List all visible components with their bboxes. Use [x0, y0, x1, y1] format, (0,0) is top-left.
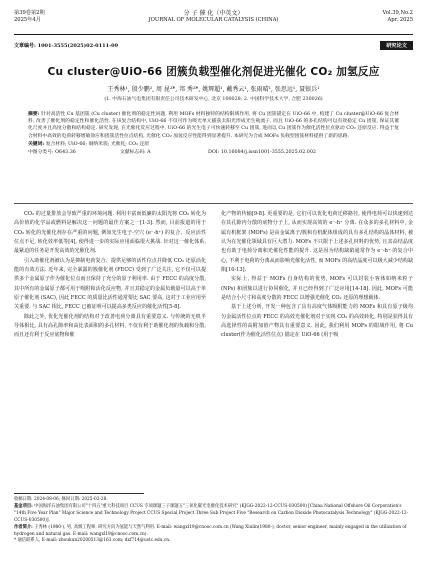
body-paragraph: 实际上, 得益于 MOFs 自身结构的优势, MOFs 可以封装小客体如纳米粒子 (NPs) 和团簇以进行协同催化, 并且已经得到了广泛应用[14-18]. 因此, MOFs 可能是结合小尺寸和高度分散的 FECC 以增强光催化 CO₂ 还原的理想载体. [221, 276, 413, 302]
footnote-rule [14, 493, 144, 494]
clc-number: 中图分类号: O643.36 [28, 150, 76, 156]
header-rule [14, 34, 413, 35]
volume-number-en: Vol.39,No.2 [382, 10, 413, 16]
keywords-text: 复合材料; UiO-66; 铜纳米簇; 光催化; CO₂ 还原 [45, 141, 150, 147]
body-paragraph: 除此之外, 优化光催化剂的结构对于改善电荷分离具有重要意义. 与传统的无机半导体相比, 具有高孔隙率和高比表面积的多孔材料, 不仅有利于助催化剂的负载和分散, 而且还有利于反应底物和催 [14, 313, 206, 339]
affiliation: (1. 中海石油气电集团有限责任公司技术研发中心, 北京 100028; 2. 中国科学技术大学, 合肥 230026) [104, 97, 323, 102]
issue-date-en: Apr. 2025 [387, 17, 413, 23]
fund-text: 中国海洋石油集团有限公司"十四五"重大科技项目 CCUS 专项课题三子课题五"三氧化碳光电催化技术研究" (KJGG-2022-12-CCUS-030500) [China National Offshore Oil Corporation's "14th Five Year Plan" Major Science and Technology Project CCUS Special Project Three Sub Project Five "Research on Carbon Dioxide Photocatalysis Technology" (KJGG-2022-12-CCUS-030500)]. [14, 503, 409, 523]
body-paragraph: CO₂ 的过量排放会导致严重的环境问题. 利用丰富而低廉的太阳光将 CO₂ 转化为高价值的化学品或燃料是解决这一问题的最佳方案之一[1-3]. 然而, 目前报道的用于 CO₂ 转化的光催化剂存在严重的问题, 例如光生电子-空穴 (e⁻-h⁺) 的复合、反应活性位点不足, 转化效率低等[4], 使得进一步的实际应用面临很大挑战. 针对这一催化体系, 最紧迫的任务是开发高效的光催化剂. [14, 211, 206, 255]
corresponding-author: * 通信联系人, E-mail: zhoukun20200513@163.com; dxf714@ustc.edu.cn. [14, 538, 171, 544]
section-tag: 研究论文 [380, 41, 413, 50]
journal-volume-info [383, 10, 413, 24]
bio-text: 王秀林 (1980-), 男, 高级工程师, 研究方向为氢能与天然气利用. E-mail: wangxl19@cnooc.com.cn (Wang Xiulin(1980-), doctor, senior engineer, mainly engaged in the utilization of hydrogen and natural gas. E-mail: wangxl19@cnooc.com.cn). [14, 524, 407, 537]
body-paragraph: 基于上述分析, 开发一种包含了具有高度气体吸附能力的 MOFs 和具有原子级均匀金属活性位点的 FECC 的高效光催化剂对于实现 CO₂ 的高效转化, 特别是获得具有高选择性的高附加值产物具有重要意义. 因此, 我们利用 MOFs 的限域作用, 将 Cu cluster(作为催化活性位点) 锚定在 UiO-66 (用于吸 [221, 304, 413, 339]
article-meta-row [14, 41, 413, 50]
classification-row [28, 149, 399, 157]
journal-name-en: JOURNAL OF MOLECULAR CATALYSIS (CHINA) [148, 17, 279, 23]
body-paragraph: 化产物的传输[9-8]. 更重要的是, 它们可以优化电荷迁移路径, 使得电荷可以快速到达在其孔隙内分散的底物分子上, 从而实现高效的 e⁻-h⁺ 分离. 在众多的多孔材料中, 金属有机框架 (MOFs) 是由金属离子/簇和有机配体组成的具有多孔结构的晶体材料, 被认为在光催化领域具有巨大潜力. MOFs 不只限于上述多孔材料的优势, 且其高结晶度也有助于电荷分离和光催化性能的提升. 这是因为结构缺陷通常作为 e⁻-h⁺ 的复合中心, 不利于电荷的分离从而影响光催化活性, 而 MOFs 的高结晶度可以极大减少结构缺陷[10-13]. [221, 211, 413, 274]
footnotes [14, 497, 413, 545]
keywords-label: 关键词: [28, 140, 45, 147]
abstract-text: 针对高活性 Cu 基团簇 (Cu cluster) 催化剂的稳定性问题, 利用 MOFs 材料独特的结构限域作用, 将 Cu 团簇锚定在 UiO-66 中, 构建了 Cu cluster@UiO-66 复合材料, 改善了催化剂的稳定性和催化活性. 在该复合结构中, UiO-66 不仅可作为吸光单元捕获太阳光形成光生载流子, 而且 UiO-66 的多孔结构可以有效稳定 Cu 团簇, 保证其催化尺度并且高度分散和结构稳定. 研究发现, 在光催化反应过程中, UiO-66 的光生电子可快速转移至 Cu 团簇, 进而以 Cu 团簇作为催化活性位点驱动 CO₂ 还原反应. 得益于复合材料中高效的电荷转移增敏效应和团簇活性位点结构, 光催化 CO₂ 加氢反应性能得到显著提升. 本研究为合成 MOFs 负载型团簇材料提供了新的思路. [28, 112, 399, 139]
author-list: 王秀林¹, 殷少鹏², 周 昆²*, 邦 秀²*, 姚辉超¹, 戴秀云¹, 张雨晴¹, 张思远¹, 聂银兵¹ [107, 86, 320, 93]
journal-name-cn: 分 子 催 化（中英文） [183, 10, 244, 17]
received-date: 收稿日期: 2024-08-06; 修回日期: 2025-02-28. [14, 497, 108, 502]
body-column-right [221, 210, 413, 341]
paper-title: Cu cluster@UiO-66 团簇负载型催化剂促进光催化 CO₂ 加氢反应 [47, 66, 380, 78]
body-paragraph: 引入助催化剂被认为是抑制电荷复合、提供足够的活性位点并降低 CO₂ 还原活化能的有效方法. 近年来, 完全暴露的簇催化剂 (FECC) 受到了广泛关注, 它不仅可以提供多个金属原子作为催化位点而且保持了充分的原子利用率. 由于 FECC 的高度分散, 其中所有的金属原子都可用于吸附和活化反应物, 并且其稳定的金属负载量可以高于单原子催化剂 (SAC), 因此 FECC 的质量比活性通常要比 SAC 要高, 这对于工业应用至关重要. 与 SAC 相比, FECC 已被证明可以提高多类反应的催化活性[5-8]. [14, 257, 206, 311]
abstract-rule [14, 203, 413, 204]
article-id: 文章编号: 1001-3555(2025)02-0111-09 [14, 43, 119, 49]
bio-label: 作者简介: [14, 524, 33, 530]
keywords [28, 141, 399, 148]
document-code: 文献标志码: A [120, 150, 151, 156]
fund-note [14, 504, 413, 525]
volume-issue: 第39卷第2期 [14, 10, 45, 16]
running-head [14, 10, 413, 32]
journal-name [14, 10, 413, 24]
abstract [28, 111, 399, 140]
fund-label: 基金项目: [14, 503, 33, 509]
abstract-block [28, 111, 399, 157]
body-column-left [14, 210, 206, 341]
author-bio [14, 525, 413, 539]
doi: DOI: 10.16084/j.issn1001-3555.2025.02.002 [208, 150, 316, 156]
abstract-label: 摘要: [28, 111, 40, 117]
issue-date: 2025年4月 [14, 17, 41, 23]
